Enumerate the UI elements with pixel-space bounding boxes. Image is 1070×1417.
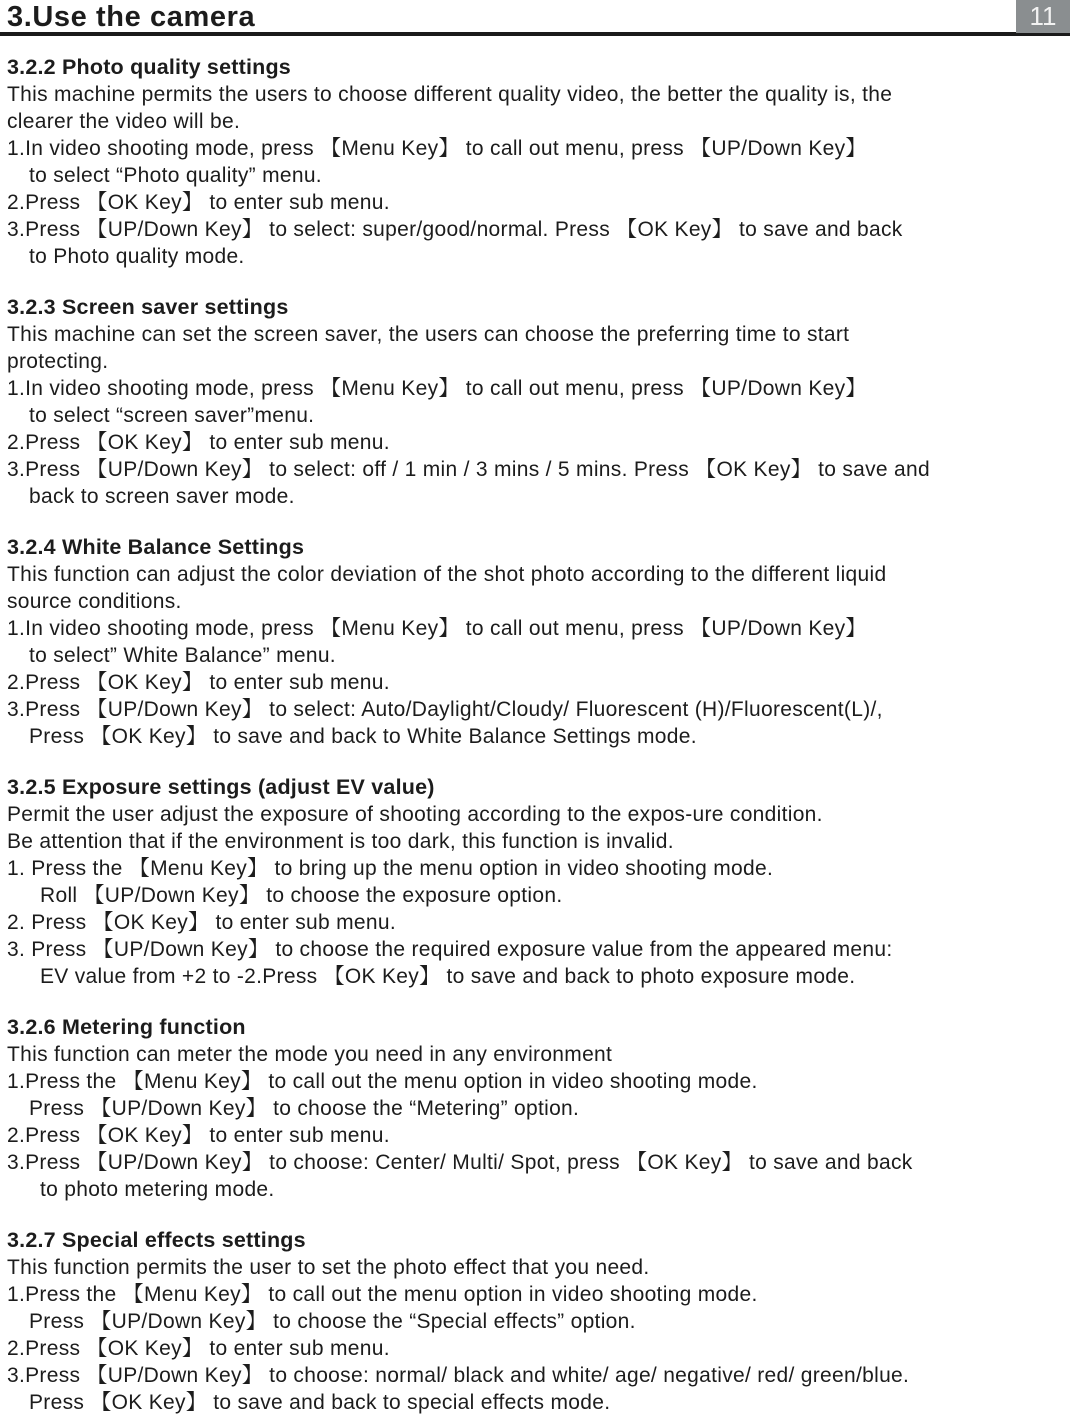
text-line: This function permits the user to set the photo effect that you need. (7, 1256, 650, 1279)
content (0, 54, 1070, 1416)
section (7, 54, 1068, 270)
text-line: 2.Press 【OK Key】 to enter sub menu. (7, 671, 390, 694)
text-line: Press 【UP/Down Key】 to choose the “Metering” option. (29, 1097, 580, 1120)
section-heading: 3.2.2 Photo quality settings (7, 55, 291, 79)
text-line: 3. Press 【UP/Down Key】 to choose the required exposure value from the appeared menu: (7, 938, 893, 961)
section (7, 1014, 1068, 1203)
text-line: 1. Press the 【Menu Key】 to bring up the menu option in video shooting mode. (7, 857, 774, 880)
text-line: 3.Press 【UP/Down Key】 to select: Auto/Daylight/Cloudy/ Fluorescent (H)/Fluorescent(L)/, (7, 698, 883, 721)
text-line: to Photo quality mode. (29, 245, 245, 268)
text-line: Be attention that if the environment is too dark, this function is invalid. (7, 830, 674, 853)
text-line: 2.Press 【OK Key】 to enter sub menu. (7, 1124, 390, 1147)
section-heading: 3.2.4 White Balance Settings (7, 535, 305, 559)
text-line: 3.Press 【UP/Down Key】 to choose: Center/ Multi/ Spot, press 【OK Key】 to save and back (7, 1151, 913, 1174)
text-line: This function can meter the mode you need in any environment (7, 1043, 613, 1066)
text-line: Roll 【UP/Down Key】 to choose the exposure option. (40, 884, 563, 907)
text-line: Press 【OK Key】 to save and back to White Balance Settings mode. (29, 725, 697, 748)
text-line: protecting. (7, 350, 109, 373)
text-line: 1.Press the 【Menu Key】 to call out the menu option in video shooting mode. (7, 1283, 758, 1306)
text-line: Press 【UP/Down Key】 to choose the “Special effects” option. (29, 1310, 636, 1333)
section-heading: 3.2.7 Special effects settings (7, 1228, 306, 1252)
text-line: EV value from +2 to -2.Press 【OK Key】 to save and back to photo exposure mode. (40, 965, 856, 988)
text-line: clearer the video will be. (7, 110, 241, 133)
text-line: 1.In video shooting mode, press 【Menu Key】 to call out menu, press 【UP/Down Key】 (7, 137, 867, 160)
text-line: to select “screen saver”menu. (29, 404, 315, 427)
text-line: 3.Press 【UP/Down Key】 to select: super/good/normal. Press 【OK Key】 to save and back (7, 218, 903, 241)
text-line: 2. Press 【OK Key】 to enter sub menu. (7, 911, 396, 934)
text-line: This machine permits the users to choose different quality video, the better the quality is, the (7, 83, 893, 106)
section (7, 774, 1068, 990)
text-line: Permit the user adjust the exposure of shooting according to the expos-ure condition. (7, 803, 823, 826)
page-number-badge: 11 (1016, 0, 1070, 33)
text-line: 2.Press 【OK Key】 to enter sub menu. (7, 191, 390, 214)
section (7, 294, 1068, 510)
text-line: to select” White Balance” menu. (29, 644, 336, 667)
text-line: 2.Press 【OK Key】 to enter sub menu. (7, 431, 390, 454)
section-heading: 3.2.5 Exposure settings (adjust EV value) (7, 775, 435, 799)
text-line: to select “Photo quality” menu. (29, 164, 322, 187)
text-line: Press 【OK Key】 to save and back to special effects mode. (29, 1391, 611, 1414)
text-line: 1.In video shooting mode, press 【Menu Key】 to call out menu, press 【UP/Down Key】 (7, 617, 867, 640)
text-line: source conditions. (7, 590, 182, 613)
page-header (0, 0, 1070, 36)
text-line: 2.Press 【OK Key】 to enter sub menu. (7, 1337, 390, 1360)
section-heading: 3.2.6 Metering function (7, 1015, 246, 1039)
section (7, 1227, 1068, 1416)
section-heading: 3.2.3 Screen saver settings (7, 295, 289, 319)
text-line: 1.In video shooting mode, press 【Menu Key】 to call out menu, press 【UP/Down Key】 (7, 377, 867, 400)
text-line: 1.Press the 【Menu Key】 to call out the menu option in video shooting mode. (7, 1070, 758, 1093)
section (7, 534, 1068, 750)
text-line: back to screen saver mode. (29, 485, 295, 508)
text-line: This machine can set the screen saver, the users can choose the preferring time to start (7, 323, 850, 346)
page-title: 3.Use the camera (7, 1, 256, 33)
text-line: to photo metering mode. (40, 1178, 275, 1201)
text-line: 3.Press 【UP/Down Key】 to select: off / 1 min / 3 mins / 5 mins. Press 【OK Key】 to save and (7, 458, 930, 481)
text-line: This function can adjust the color deviation of the shot photo according to the different liquid (7, 563, 887, 586)
text-line: 3.Press 【UP/Down Key】 to choose: normal/ black and white/ age/ negative/ red/ green/blue. (7, 1364, 910, 1387)
